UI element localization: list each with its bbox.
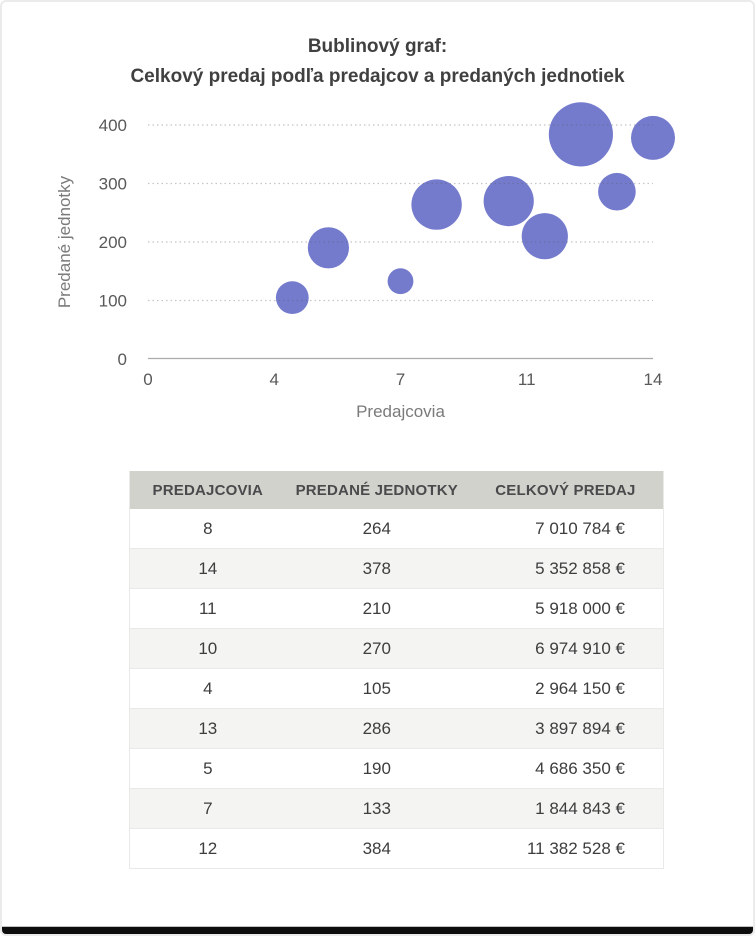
table-cell[interactable]: 105 (362, 678, 391, 698)
bubble[interactable] (276, 281, 309, 314)
table-cell[interactable]: 4 (203, 678, 213, 698)
chart-title-line1: Bublinový graf: (307, 36, 448, 57)
table-cell[interactable]: 378 (362, 558, 391, 578)
table-cell[interactable]: 286 (362, 718, 391, 738)
table-cell[interactable]: 264 (362, 518, 391, 538)
table-cell[interactable]: 12 (198, 838, 218, 858)
table-cell[interactable]: 210 (362, 598, 391, 618)
column-header[interactable]: PREDAJCOVIA (152, 481, 264, 499)
table-cell[interactable]: 10 (198, 638, 218, 658)
table-cell[interactable]: 5 352 858 € (535, 558, 625, 578)
x-tick-label: 0 (143, 370, 153, 389)
table-cell[interactable]: 7 010 784 € (535, 518, 625, 538)
table-row (130, 789, 663, 829)
column-header[interactable]: CELKOVÝ PREDAJ (495, 481, 636, 499)
x-tick-label: 14 (643, 370, 663, 389)
bottom-bar (2, 926, 753, 934)
bubble[interactable] (388, 268, 414, 294)
bubble[interactable] (522, 213, 568, 259)
table-body (130, 509, 663, 869)
table-row (130, 589, 663, 629)
y-tick-label: 300 (98, 174, 127, 194)
column-header[interactable]: PREDANÉ JEDNOTKY (295, 481, 458, 499)
table-cell[interactable]: 270 (362, 638, 391, 658)
table-cell[interactable]: 1 844 843 € (535, 798, 625, 818)
table-cell[interactable]: 11 382 528 € (526, 838, 625, 858)
table-row (130, 709, 663, 749)
table-cell[interactable]: 5 (203, 758, 213, 778)
table-cell[interactable]: 14 (198, 558, 218, 578)
bubble[interactable] (598, 173, 636, 211)
table-cell[interactable]: 11 (198, 598, 217, 618)
table-cell[interactable]: 8 (203, 518, 213, 538)
table-cell[interactable]: 3 897 894 € (535, 718, 625, 738)
table-cell[interactable]: 384 (362, 838, 391, 858)
table-cell[interactable]: 190 (362, 758, 391, 778)
chart-title-line2: Celkový predaj podľa predajcov a predaných jednotiek (130, 66, 625, 87)
bubble-chart (2, 2, 755, 462)
y-tick-label: 400 (98, 116, 127, 135)
x-axis-title: Predajcovia (356, 402, 445, 421)
bubble[interactable] (631, 116, 675, 160)
table-row (130, 749, 663, 789)
table-cell[interactable]: 2 964 150 € (535, 678, 625, 698)
table-header (130, 471, 663, 509)
table-row (130, 829, 663, 869)
table-row (130, 509, 663, 549)
bubble[interactable] (308, 227, 349, 268)
table-cell[interactable]: 5 918 000 € (535, 598, 625, 618)
table-cell[interactable]: 4 686 350 € (535, 758, 625, 778)
table-row (130, 629, 663, 669)
y-tick-label: 200 (98, 233, 127, 252)
bubble[interactable] (411, 179, 461, 229)
x-tick-label: 11 (517, 370, 536, 389)
y-axis-title: Predané jednotky (55, 175, 74, 309)
x-tick-label: 4 (269, 370, 279, 389)
bubble[interactable] (549, 102, 613, 166)
table-cell[interactable]: 13 (198, 718, 218, 738)
table-cell[interactable]: 6 974 910 € (535, 638, 625, 658)
table-cell[interactable]: 133 (362, 798, 391, 818)
y-tick-label: 100 (98, 291, 127, 311)
data-table (129, 471, 664, 869)
table-row (130, 549, 663, 589)
y-tick-label: 0 (117, 350, 127, 369)
x-tick-label: 7 (395, 370, 406, 389)
table-cell[interactable]: 7 (203, 798, 213, 818)
table-row (130, 669, 663, 709)
